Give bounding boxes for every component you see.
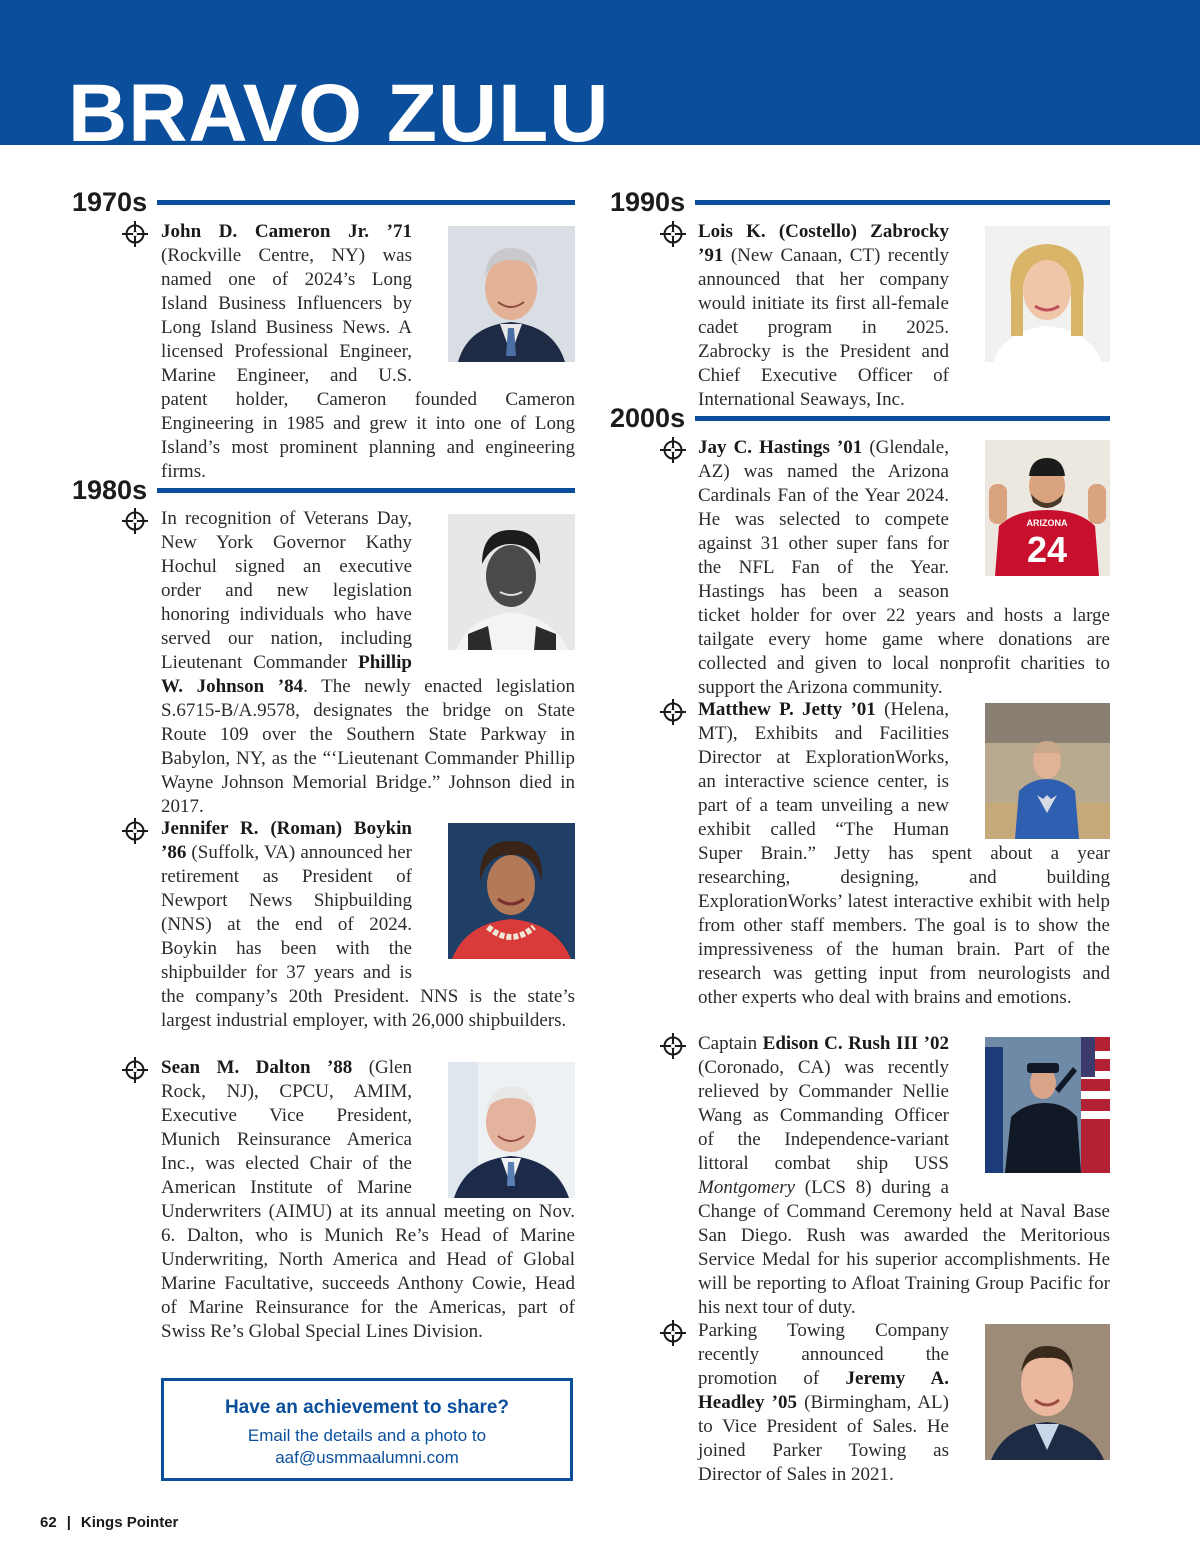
entry-body: (Coronado, CA) was recently relieved by Commander Nellie Wang as Commanding Officer of the Independence-variant littoral combat ship USS	[698, 1057, 949, 1174]
entry-body: (Glen Rock, NJ), CPCU, AMIM, Executive Vice President, Munich Reinsurance America Inc., was elected Chair of the American Institute of Marine Underwriters (AIMU) at its annual meeting on Nov. 6. Dalton, who is Munich Re’s Head of Marine Underwriting, North America and Head of Global Marine Facultative, succeeds Anthony Cowie, Head of Marine Reinsurance for the Americas, part of Swiss Re’s Global Special Lines Division.	[161, 1057, 575, 1342]
entry-body: (Birmingham, AL) to Vice President of Sales. He joined Parker Towing as Director of Sales in 2021.	[698, 1392, 949, 1485]
entry-body: (Suffolk, VA) announced her retirement as President of Newport News Shipbuilding (NNS) at the end of 2024. Boykin has been with the shipbuilder for 37 years and is the company’s 20th President. NNS is the state’s largest industrial employer, with 26,000 shipbuilders.	[161, 842, 575, 1031]
compass-icon	[659, 1032, 687, 1060]
entry-body: (Helena, MT), Exhibits and Facilities Director at ExplorationWorks, an interactive science center, is part of a team unveiling a new exhibit called “The Human Super Brain.” Jetty has spent about a year researching, designing, and building ExplorationWorks’ latest interactive exhibit with help from other staff members. The goal is to show the impressiveness of the human brain. Part of the research was getting input from neurologists and other experts who deal with brains and emotions.	[698, 699, 1110, 1008]
page-title: BRAVO ZULU	[68, 68, 610, 145]
callout-text	[164, 1425, 570, 1469]
entry-name: Phillip W. Johnson ’84	[161, 652, 412, 697]
page-number: 62	[40, 1514, 57, 1531]
entry-name: Matthew P. Jetty ’01	[698, 699, 876, 720]
entry-name: Sean M. Dalton ’88	[161, 1057, 353, 1078]
decade-label: 1990s	[610, 187, 686, 217]
entry-body-before: Captain	[698, 1033, 763, 1054]
decade-header-1990s	[610, 186, 1110, 218]
entry-name: Edison C. Rush III ’02	[762, 1033, 949, 1054]
decade-rule	[695, 416, 1110, 421]
entry-name: Jennifer R. (Roman) Boykin ’86	[161, 818, 412, 863]
entry-text-boykin	[161, 817, 575, 1033]
compass-icon	[121, 507, 149, 535]
jersey-text: ARIZONA	[1026, 518, 1068, 528]
decade-rule	[157, 488, 575, 493]
compass-icon	[659, 436, 687, 464]
decade-label: 1970s	[72, 187, 148, 217]
entry-body: (New Canaan, CT) recently announced that her company would initiate its first all-female cadet program in 2025. Zabrocky is the President and Chief Executive Officer of International Seaways, Inc.	[698, 245, 949, 410]
callout-heading: Have an achievement to share?	[224, 1397, 510, 1418]
decade-header-1970s	[72, 186, 575, 218]
entry-body-before: Parking Towing Company recently announced the promotion of	[698, 1320, 949, 1389]
compass-icon	[659, 1319, 687, 1347]
entry-name: John D. Cameron Jr. ’71	[161, 221, 412, 242]
entry-text-headley	[698, 1319, 949, 1487]
entry-body-end: (LCS 8) during a Change of Command Ceremony held at Naval Base San Diego. Rush was awarded the Meritorious Service Medal for his superior accomplishments. He will be reporting to Afloat Training Group Pacific for his next tour of duty.	[698, 1177, 1110, 1318]
entry-name: Lois K. (Costello) Zabrocky ’91	[698, 221, 949, 266]
entry-text-dalton	[161, 1056, 575, 1344]
entry-body: . The newly enacted legislation S.6715-B/A.9578, designates the bridge on State Route 109 over the Southern State Parkway in Babylon, NY, as the “‘Lieutenant Commander Phillip Wayne Johnson Memorial Bridge.” Johnson died in 2017.	[161, 676, 575, 817]
entry-text-cameron	[161, 220, 575, 484]
publication-name: Kings Pointer	[80, 1514, 179, 1531]
footer-separator: |	[66, 1514, 71, 1531]
photo-jeremy-headley	[985, 1324, 1110, 1460]
compass-icon	[659, 220, 687, 248]
entry-body: (Rockville Centre, NY) was named one of 2024’s Long Island Business Influencers by Long Island Business News. A licensed Professional Engineer, Marine Engineer, and U.S. patent holder, Cameron founded Cameron Engineering in 1985 and grew it into one of Long Island’s most prominent planning and engineering firms.	[161, 245, 575, 482]
compass-icon	[121, 220, 149, 248]
callout-email-link[interactable]: aaf@usmmaalumni.com	[275, 1448, 459, 1467]
entry-text-rush	[698, 1032, 1110, 1320]
decade-rule	[695, 200, 1110, 205]
entry-name: Jeremy A. Headley ’05	[698, 1368, 949, 1413]
decade-label: 1980s	[72, 475, 148, 505]
achievement-callout	[161, 1378, 573, 1481]
callout-line: Email the details and a photo to	[247, 1426, 487, 1445]
compass-icon	[659, 698, 687, 726]
photo-lois-zabrocky	[985, 226, 1110, 362]
entry-name: Jay C. Hastings ’01	[698, 437, 863, 458]
page-footer	[40, 1514, 178, 1531]
entry-text-johnson	[161, 507, 575, 819]
entry-body-before: In recognition of Veterans Day, New York Governor Kathy Hochul signed an executive order and new legislation honoring individuals who have served our nation, including Lieutenant Commander	[161, 508, 412, 673]
decade-label: 2000s	[610, 403, 686, 433]
entry-text-zabrocky	[698, 220, 949, 412]
jersey-number: 24	[1026, 529, 1068, 570]
entry-text-hastings	[698, 436, 1110, 700]
compass-icon	[121, 1056, 149, 1084]
ship-name: Montgomery	[698, 1177, 796, 1198]
entry-text-jetty	[698, 698, 1110, 1010]
decade-rule	[157, 200, 575, 205]
entry-body: (Glendale, AZ) was named the Arizona Cardinals Fan of the Year 2024. He was selected to compete against 31 other super fans for the NFL Fan of the Year. Hastings has been a season ticket holder for over 22 years and hosts a large tailgate every home game where donations are collected and given to local nonprofit charities to support the Arizona community.	[698, 437, 1110, 698]
compass-icon	[121, 817, 149, 845]
